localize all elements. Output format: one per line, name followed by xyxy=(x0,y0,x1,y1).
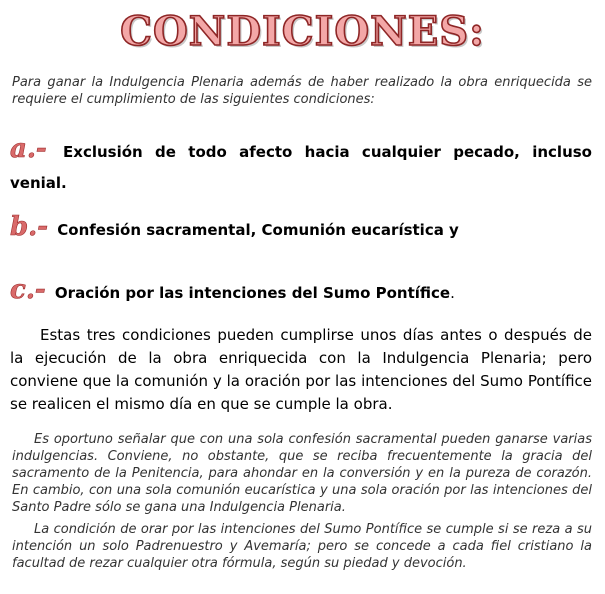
condition-b-text: Confesión sacramental, Comunión eucarística y xyxy=(57,221,459,239)
conditions-paragraph xyxy=(10,324,592,416)
condition-c-letter: c.- xyxy=(10,275,46,305)
condition-a-letter: a.- xyxy=(10,134,47,164)
condition-a-text: Exclusión de todo afecto hacia cualquier pecado, incluso venial. xyxy=(10,143,592,192)
condition-b xyxy=(10,212,592,246)
intro-text: Para ganar la Indulgencia Plenaria además de haber realizado la obra enriquecida se requiere el cumplimiento de las siguientes condiciones: xyxy=(12,75,592,107)
note-confession xyxy=(12,431,592,516)
paragraph-text: Estas tres condiciones pueden cumplirse unos días antes o después de la ejecución de la obra enriquecida con la Indulgencia Plenaria; pero conviene que la comunión y la oración por las intenciones del Sumo Pontífice se realicen el mismo día en que se cumple la obra. xyxy=(10,326,592,413)
title-text: CONDICIONES: xyxy=(120,8,485,55)
condition-c-tail: . xyxy=(450,284,455,302)
note-2-text: La condición de orar por las intenciones del Sumo Pontífice se cumple si se reza a su intención un solo Padrenuestro y Avemaría; pero se concede a cada fiel cristiano la facultad de rezar cualquier otra fórmula, según su piedad y devoción. xyxy=(12,522,592,571)
page-title xyxy=(0,8,605,55)
condition-c xyxy=(10,275,592,309)
condition-a xyxy=(10,134,592,199)
note-1-text: Es oportuno señalar que con una sola confesión sacramental pueden ganarse varias indulgencias. Conviene, no obstante, que se reciba frecuentemente la gracia del sacramento de la Penitencia, para ahondar en la conversión y en la pureza de corazón. En cambio, con una sola comunión eucarística y una sola oración por las intenciones del Santo Padre sólo se gana una Indulgencia Plenaria. xyxy=(12,432,592,515)
condition-c-text: Oración por las intenciones del Sumo Pontífice xyxy=(54,284,451,302)
condition-b-letter: b.- xyxy=(10,212,49,242)
note-pontiff-intention xyxy=(12,521,592,572)
